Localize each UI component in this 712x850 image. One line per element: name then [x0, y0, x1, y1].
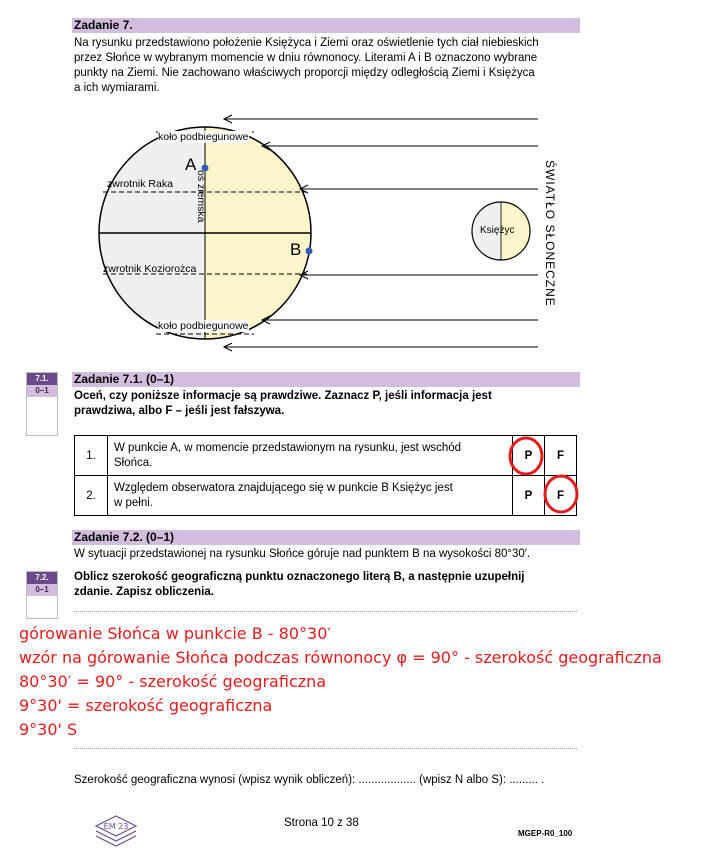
answer-sentence: Szerokość geograficzna wynosi (wpisz wynik obliczeń): .................. (wpisz N albo S): ......... .: [74, 774, 545, 786]
task71-instruction-line: Oceń, czy poniższe informacje są prawdziwe. Zaznacz P, jeśli informacja jest: [74, 390, 492, 402]
row-statement: W punkcie A, w momencie przedstawionym na rysunku, jest wschód Słońca.: [108, 436, 513, 476]
point-b-marker: [306, 248, 313, 255]
option-p-row2[interactable]: P: [513, 476, 545, 516]
handwritten-solution: [19, 622, 662, 742]
table-row: [75, 436, 577, 476]
task72-tag-number: 7.2.: [27, 572, 57, 584]
intro-line: przez Słońce w wybranym momencie w dniu równonocy. Literami A i B oznaczono wybrane: [74, 52, 538, 64]
intro-line: Na rysunku przedstawiono położenie Księżyca i Ziemi oraz oświetlenie tych ciał niebieskich: [74, 37, 539, 49]
intro-line: a ich wymiarami.: [74, 82, 160, 94]
task71-tag: [26, 372, 58, 436]
task71-tag-number: 7.1.: [27, 373, 57, 385]
task71-instruction-line: prawdziwa, albo F – jeśli jest fałszywa.: [74, 405, 285, 417]
task72-tag-points: 0–1: [27, 584, 57, 596]
moon-label: Księżyc: [480, 225, 515, 236]
point-b-label: B: [290, 240, 302, 259]
exam-code: MGEP-R0_100: [518, 829, 573, 838]
task71-tag-points: 0–1: [27, 385, 57, 397]
task72-context: W sytuacji przedstawionej na rysunku Słońce góruje nad punktem B na wysokości 80°30′.: [74, 548, 531, 560]
answer-dotted-line: [74, 748, 577, 749]
point-a-label: A: [185, 155, 197, 174]
cke-logo-icon: [92, 812, 140, 848]
table-row: [75, 476, 577, 516]
handwritten-line: 9°30' S: [19, 720, 78, 739]
task72-header-bar: [72, 530, 580, 545]
task-title: Zadanie 7.: [74, 18, 133, 32]
polar-circle-top-label: koło podbiegunowe: [158, 131, 249, 143]
row-number: 1.: [75, 436, 108, 476]
polar-circle-bottom-label: koło podbiegunowe: [158, 320, 249, 332]
task71-instruction: [74, 389, 492, 419]
page-number: Strona 10 z 38: [284, 817, 359, 829]
task72-title: Zadanie 7.2. (0–1): [74, 530, 175, 544]
row-statement: Względem obserwatora znajdującego się w punkcie B Księżyc jest w pełni.: [108, 476, 513, 516]
handwritten-line: 80°30′ = 90° - szerokość geograficzna: [19, 672, 327, 691]
sunlight-label: ŚWIATŁO SŁONECZNE: [543, 160, 557, 307]
task72-tag: [26, 571, 58, 619]
option-p-row1[interactable]: P: [513, 436, 545, 476]
logo-text: EM 23: [103, 822, 129, 831]
option-f-row1[interactable]: F: [545, 436, 577, 476]
task72-instruction: [74, 570, 525, 600]
task72-instruction-line: zdanie. Zapisz obliczenia.: [74, 586, 214, 598]
tropic-cancer-label: zwrotnik Raka: [107, 178, 173, 190]
option-f-row2[interactable]: F: [545, 476, 577, 516]
handwritten-line: górowanie Słońca w punkcie B - 80°30′: [19, 624, 332, 643]
true-false-table: [74, 435, 577, 516]
axis-label: oś ziemska: [195, 170, 207, 223]
intro-line: punkty na Ziemi. Nie zachowano właściwych proporcji między odległością Ziemi i Księżyca: [74, 67, 535, 79]
tropic-capricorn-label: zwrotnik Koziorożca: [103, 263, 197, 275]
handwritten-line: 9°30' = szerokość geograficzna: [19, 696, 273, 715]
row-number: 2.: [75, 476, 108, 516]
task72-instruction-line: Oblicz szerokość geograficzną punktu oznaczonego literą B, a następnie uzupełnij: [74, 571, 525, 583]
answer-dotted-line: [74, 611, 577, 612]
handwritten-line: wzór na górowanie Słońca podczas równonocy φ = 90° - szerokość geograficzna: [19, 648, 662, 667]
task71-header-bar: [72, 372, 580, 387]
task71-title: Zadanie 7.1. (0–1): [74, 372, 175, 386]
